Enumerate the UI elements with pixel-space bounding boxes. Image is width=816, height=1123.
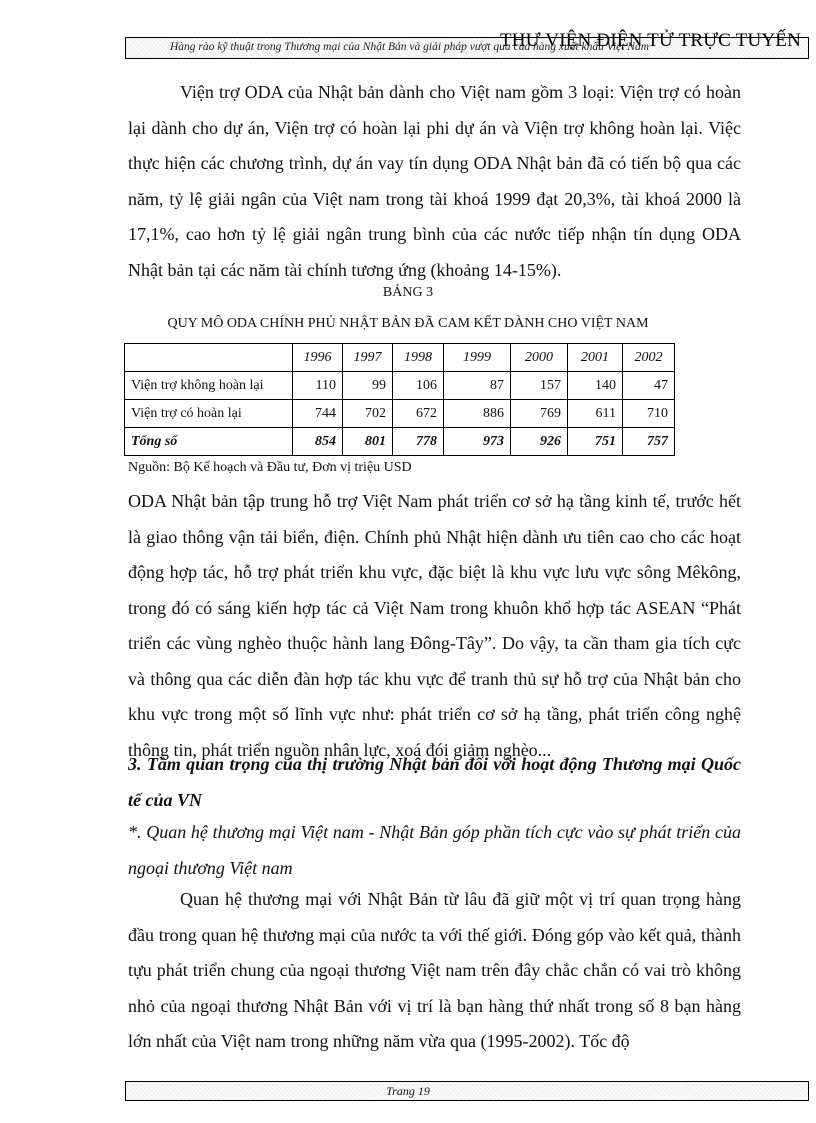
paragraph-oda-types: Viện trợ ODA của Nhật bản dành cho Việt nam gồm 3 loại: Viện trợ có hoàn lại dành cho dự án, Viện trợ có hoàn lại phi dự án và Viện trợ không hoàn lại. Việc thực hiện các chương trình, dự án vay tín dụng ODA Nhật bản đã có tiến bộ qua các năm, tỷ lệ giải ngân của Việt nam trong tài khoá 1999 đạt 20,3%, tài khoá 2000 là 17,1%, cao hơn tỷ lệ giải ngân trung bình của các nước tiếp nhận tín dụng ODA Nhật bản tại các năm tài chính tương ứng (khoảng 14-15%). <box>128 82 741 280</box>
table-source-note: Nguồn: Bộ Kế hoạch và Đầu tư, Đơn vị triệu USD <box>128 460 412 475</box>
year-header: 2000 <box>511 344 568 372</box>
table-header-row <box>125 344 675 372</box>
section-heading-3: 3. Tầm quan trọng của thị trường Nhật bản đối với hoạt động Thương mại Quốc tế của VN <box>128 754 741 810</box>
table-title: QUY MÔ ODA CHÍNH PHỦ NHẬT BẢN ĐÃ CAM KẾT DÀNH CHO VIỆT NAM <box>167 316 649 331</box>
value-cell: 672 <box>393 400 444 428</box>
table-row <box>125 372 675 400</box>
value-cell: 886 <box>444 400 511 428</box>
total-cell: 973 <box>444 428 511 456</box>
year-header: 1997 <box>343 344 393 372</box>
table-total-row <box>125 428 675 456</box>
total-cell: 801 <box>343 428 393 456</box>
year-header: 1998 <box>393 344 444 372</box>
value-cell: 157 <box>511 372 568 400</box>
library-watermark: THƯ VIỆN ĐIỆN TỬ TRỰC TUYẾN <box>500 30 802 51</box>
value-cell: 110 <box>293 372 343 400</box>
value-cell: 99 <box>343 372 393 400</box>
value-cell: 769 <box>511 400 568 428</box>
table-corner-cell <box>125 344 293 372</box>
table-label: BẢNG 3 <box>382 285 434 300</box>
subsection-heading: *. Quan hệ thương mại Việt nam - Nhật Bản góp phần tích cực vào sự phát triển của ngoại thương Việt nam <box>128 822 741 878</box>
value-cell: 140 <box>568 372 623 400</box>
running-title: Hàng rào kỹ thuật trong Thương mại của Nhật Bản và giải pháp vượt qua của hàng xuất khẩu Việt Nam <box>170 41 650 53</box>
year-header: 1999 <box>444 344 511 372</box>
value-cell: 702 <box>343 400 393 428</box>
page-number: Trang 19 <box>386 1084 430 1098</box>
year-header: 1996 <box>293 344 343 372</box>
value-cell: 47 <box>623 372 675 400</box>
oda-table <box>124 343 675 456</box>
table-row <box>125 400 675 428</box>
paragraph-oda-focus: ODA Nhật bản tập trung hỗ trợ Việt Nam phát triển cơ sở hạ tầng kinh tế, trước hết là giao thông vận tải biển, điện. Chính phủ Nhật hiện dành ưu tiên cao cho các hoạt động hợp tác, hỗ trợ phát triển khu vực, đặc biệt là khu vực lưu vực sông Mêkông, trong đó có sáng kiến hợp tác cả Việt Nam trong khuôn khổ hợp tác ASEAN “Phát triển các vùng nghèo thuộc hành lang Đông-Tây”. Do vậy, ta cần tham gia tích cực và thông qua các diễn đàn hợp tác khu vực để tranh thủ sự hỗ trợ của Nhật bản cho khu vực trong một số lĩnh vực như: phát triển cơ sở hạ tầng, phát triển công nghệ thông tin, phát triển nguồn nhân lực, xoá đói giảm nghèo... <box>128 491 741 760</box>
total-cell: 757 <box>623 428 675 456</box>
total-cell: 778 <box>393 428 444 456</box>
value-cell: 106 <box>393 372 444 400</box>
row-label: Viện trợ không hoàn lại <box>125 372 293 400</box>
paragraph-trade-relations: Quan hệ thương mại với Nhật Bản từ lâu đã giữ một vị trí quan trọng hàng đầu trong quan hệ thương mại của nước ta với thế giới. Đóng góp vào kết quả, thành tựu phát triển chung của ngoại thương Việt nam trên đây chắc chắn có vai trò không nhỏ của ngoại thương Nhật Bản với vị trí là bạn hàng thứ nhất trong số 8 bạn hàng lớn nhất của Việt nam trong những năm vừa qua (1995-2002). Tốc độ <box>128 889 741 1051</box>
total-cell: 926 <box>511 428 568 456</box>
value-cell: 611 <box>568 400 623 428</box>
row-label: Tổng số <box>125 428 293 456</box>
value-cell: 87 <box>444 372 511 400</box>
value-cell: 710 <box>623 400 675 428</box>
value-cell: 744 <box>293 400 343 428</box>
row-label: Viện trợ có hoàn lại <box>125 400 293 428</box>
year-header: 2001 <box>568 344 623 372</box>
total-cell: 751 <box>568 428 623 456</box>
year-header: 2002 <box>623 344 675 372</box>
total-cell: 854 <box>293 428 343 456</box>
